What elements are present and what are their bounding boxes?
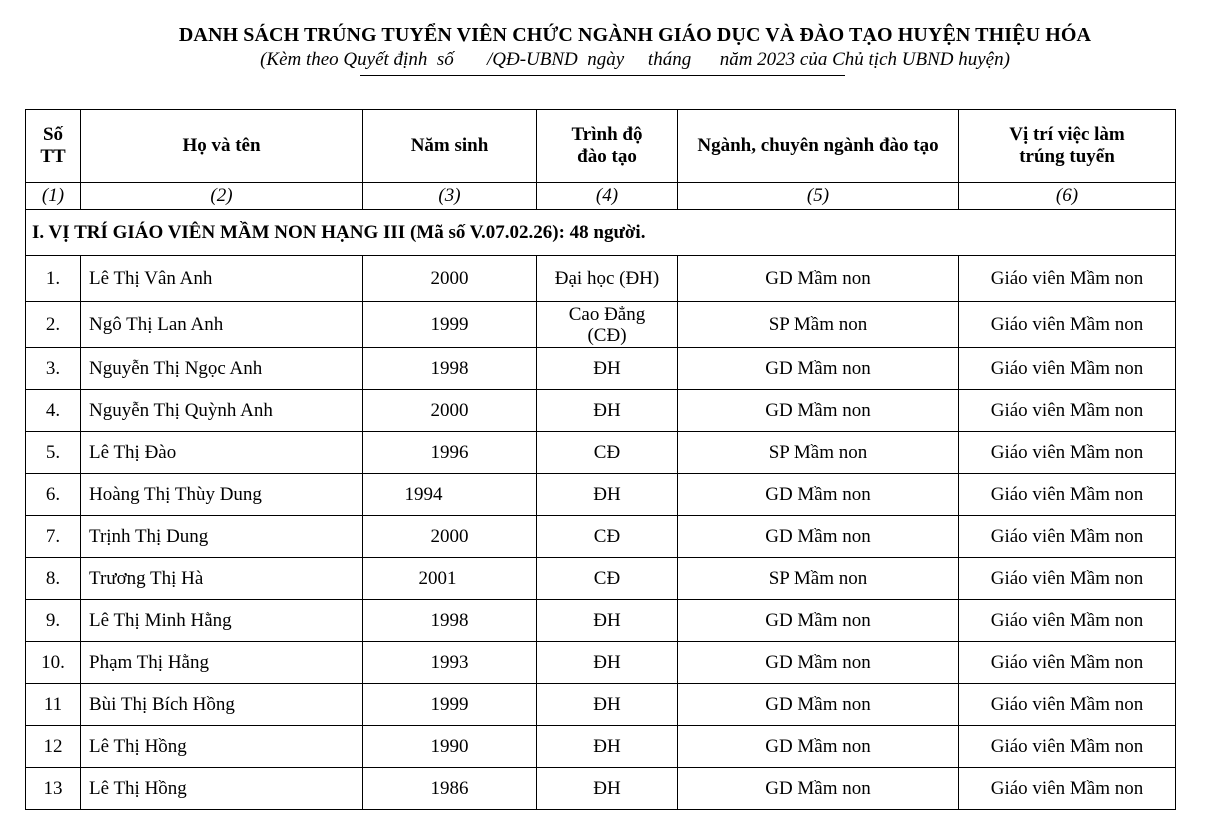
header-level: Trình độ đào tạo: [537, 110, 678, 183]
candidate-name: Nguyễn Thị Quỳnh Anh: [81, 390, 363, 432]
education-level: ĐH: [537, 600, 678, 642]
row-number: 10.: [26, 642, 81, 684]
birth-year: 1999: [363, 684, 537, 726]
row-number: 9.: [26, 600, 81, 642]
training-major: GD Mầm non: [678, 348, 959, 390]
job-position: Giáo viên Mầm non: [959, 558, 1176, 600]
table-row: [26, 348, 1176, 390]
birth-year: 1999: [363, 302, 537, 348]
job-position: Giáo viên Mầm non: [959, 726, 1176, 768]
education-level: CĐ: [537, 558, 678, 600]
training-major: GD Mầm non: [678, 474, 959, 516]
table-row: [26, 642, 1176, 684]
training-major: SP Mầm non: [678, 432, 959, 474]
table-row: [26, 390, 1176, 432]
column-number: (3): [363, 183, 537, 210]
education-level: ĐH: [537, 684, 678, 726]
column-number: (2): [81, 183, 363, 210]
document-subtitle: [0, 49, 1222, 71]
table-row: [26, 432, 1176, 474]
header-major: Ngành, chuyên ngành đào tạo: [678, 110, 959, 183]
candidate-name: Lê Thị Vân Anh: [81, 256, 363, 302]
header-year: Năm sinh: [363, 110, 537, 183]
birth-year: 2000: [363, 390, 537, 432]
row-number: 8.: [26, 558, 81, 600]
job-position: Giáo viên Mầm non: [959, 390, 1176, 432]
candidate-name: Trương Thị Hà: [81, 558, 363, 600]
job-position: Giáo viên Mầm non: [959, 432, 1176, 474]
column-number: (4): [537, 183, 678, 210]
birth-year: 1986: [363, 768, 537, 810]
candidate-name: Lê Thị Hồng: [81, 768, 363, 810]
candidate-name: Phạm Thị Hằng: [81, 642, 363, 684]
table-row: [26, 256, 1176, 302]
candidate-name: Lê Thị Đào: [81, 432, 363, 474]
row-number: 11: [26, 684, 81, 726]
header-position: Vị trí việc làm trúng tuyển: [959, 110, 1176, 183]
education-level: ĐH: [537, 642, 678, 684]
column-number: (6): [959, 183, 1176, 210]
training-major: GD Mầm non: [678, 516, 959, 558]
birth-year: 2000: [363, 256, 537, 302]
birth-year: 1990: [363, 726, 537, 768]
education-level: CĐ: [537, 432, 678, 474]
training-major: SP Mầm non: [678, 558, 959, 600]
candidate-name: Ngô Thị Lan Anh: [81, 302, 363, 348]
education-level: ĐH: [537, 474, 678, 516]
column-number: (1): [26, 183, 81, 210]
birth-year: 1998: [363, 600, 537, 642]
birth-year: 2000: [363, 516, 537, 558]
training-major: GD Mầm non: [678, 256, 959, 302]
candidate-name: Hoàng Thị Thùy Dung: [81, 474, 363, 516]
subtitle-underline: [360, 75, 845, 76]
section-heading-row: [26, 210, 1176, 256]
birth-year: 1993: [363, 642, 537, 684]
table-row: [26, 768, 1176, 810]
table-row: [26, 302, 1176, 348]
birth-year: 1996: [363, 432, 537, 474]
job-position: Giáo viên Mầm non: [959, 642, 1176, 684]
birth-year: [363, 474, 537, 516]
row-number: 4.: [26, 390, 81, 432]
candidate-name: Bùi Thị Bích Hồng: [81, 684, 363, 726]
candidate-name: Nguyễn Thị Ngọc Anh: [81, 348, 363, 390]
row-number: 3.: [26, 348, 81, 390]
job-position: Giáo viên Mầm non: [959, 474, 1176, 516]
row-number: 5.: [26, 432, 81, 474]
education-level: ĐH: [537, 348, 678, 390]
birth-year: [363, 558, 537, 600]
table-row: [26, 600, 1176, 642]
section-heading: I. VỊ TRÍ GIÁO VIÊN MẦM NON HẠNG III (Mã số V.07.02.26): 48 người.: [26, 210, 1176, 256]
row-number: 7.: [26, 516, 81, 558]
row-number: 12: [26, 726, 81, 768]
column-number-row: [26, 183, 1176, 210]
job-position: Giáo viên Mầm non: [959, 684, 1176, 726]
education-level: CĐ: [537, 516, 678, 558]
table-header-row: [26, 110, 1176, 183]
birth-year: 1998: [363, 348, 537, 390]
education-level: ĐH: [537, 726, 678, 768]
education-level: ĐH: [537, 768, 678, 810]
job-position: Giáo viên Mầm non: [959, 768, 1176, 810]
candidate-name: Lê Thị Minh Hằng: [81, 600, 363, 642]
header-stt: Số TT: [26, 110, 81, 183]
table-row: [26, 474, 1176, 516]
education-level: Cao Đẳng (CĐ): [537, 302, 678, 348]
birth-year-text: 2001: [418, 567, 457, 589]
education-level: Đại học (ĐH): [537, 256, 678, 302]
row-number: 6.: [26, 474, 81, 516]
training-major: GD Mầm non: [678, 600, 959, 642]
table-row: [26, 726, 1176, 768]
candidate-name: Trịnh Thị Dung: [81, 516, 363, 558]
header-name: Họ và tên: [81, 110, 363, 183]
job-position: Giáo viên Mầm non: [959, 348, 1176, 390]
job-position: Giáo viên Mầm non: [959, 256, 1176, 302]
job-position: Giáo viên Mầm non: [959, 302, 1176, 348]
column-number: (5): [678, 183, 959, 210]
training-major: GD Mầm non: [678, 642, 959, 684]
training-major: GD Mầm non: [678, 684, 959, 726]
candidate-name: Lê Thị Hồng: [81, 726, 363, 768]
table-row: [26, 684, 1176, 726]
candidates-table: [25, 109, 1176, 810]
row-number: 1.: [26, 256, 81, 302]
birth-year-text: 1994: [404, 483, 443, 505]
table-row: [26, 516, 1176, 558]
education-level: ĐH: [537, 390, 678, 432]
job-position: Giáo viên Mầm non: [959, 516, 1176, 558]
training-major: GD Mầm non: [678, 768, 959, 810]
job-position: Giáo viên Mầm non: [959, 600, 1176, 642]
table-row: [26, 558, 1176, 600]
row-number: 2.: [26, 302, 81, 348]
document-title: DANH SÁCH TRÚNG TUYỂN VIÊN CHỨC NGÀNH GIÁO DỤC VÀ ĐÀO TẠO HUYỆN THIỆU HÓA: [178, 24, 1092, 46]
training-major: GD Mầm non: [678, 726, 959, 768]
training-major: GD Mầm non: [678, 390, 959, 432]
subtitle-text: (Kèm theo Quyết định số /QĐ-UBND ngày tháng năm 2023 của Chủ tịch UBND huyện): [260, 49, 1010, 70]
training-major: SP Mầm non: [678, 302, 959, 348]
row-number: 13: [26, 768, 81, 810]
